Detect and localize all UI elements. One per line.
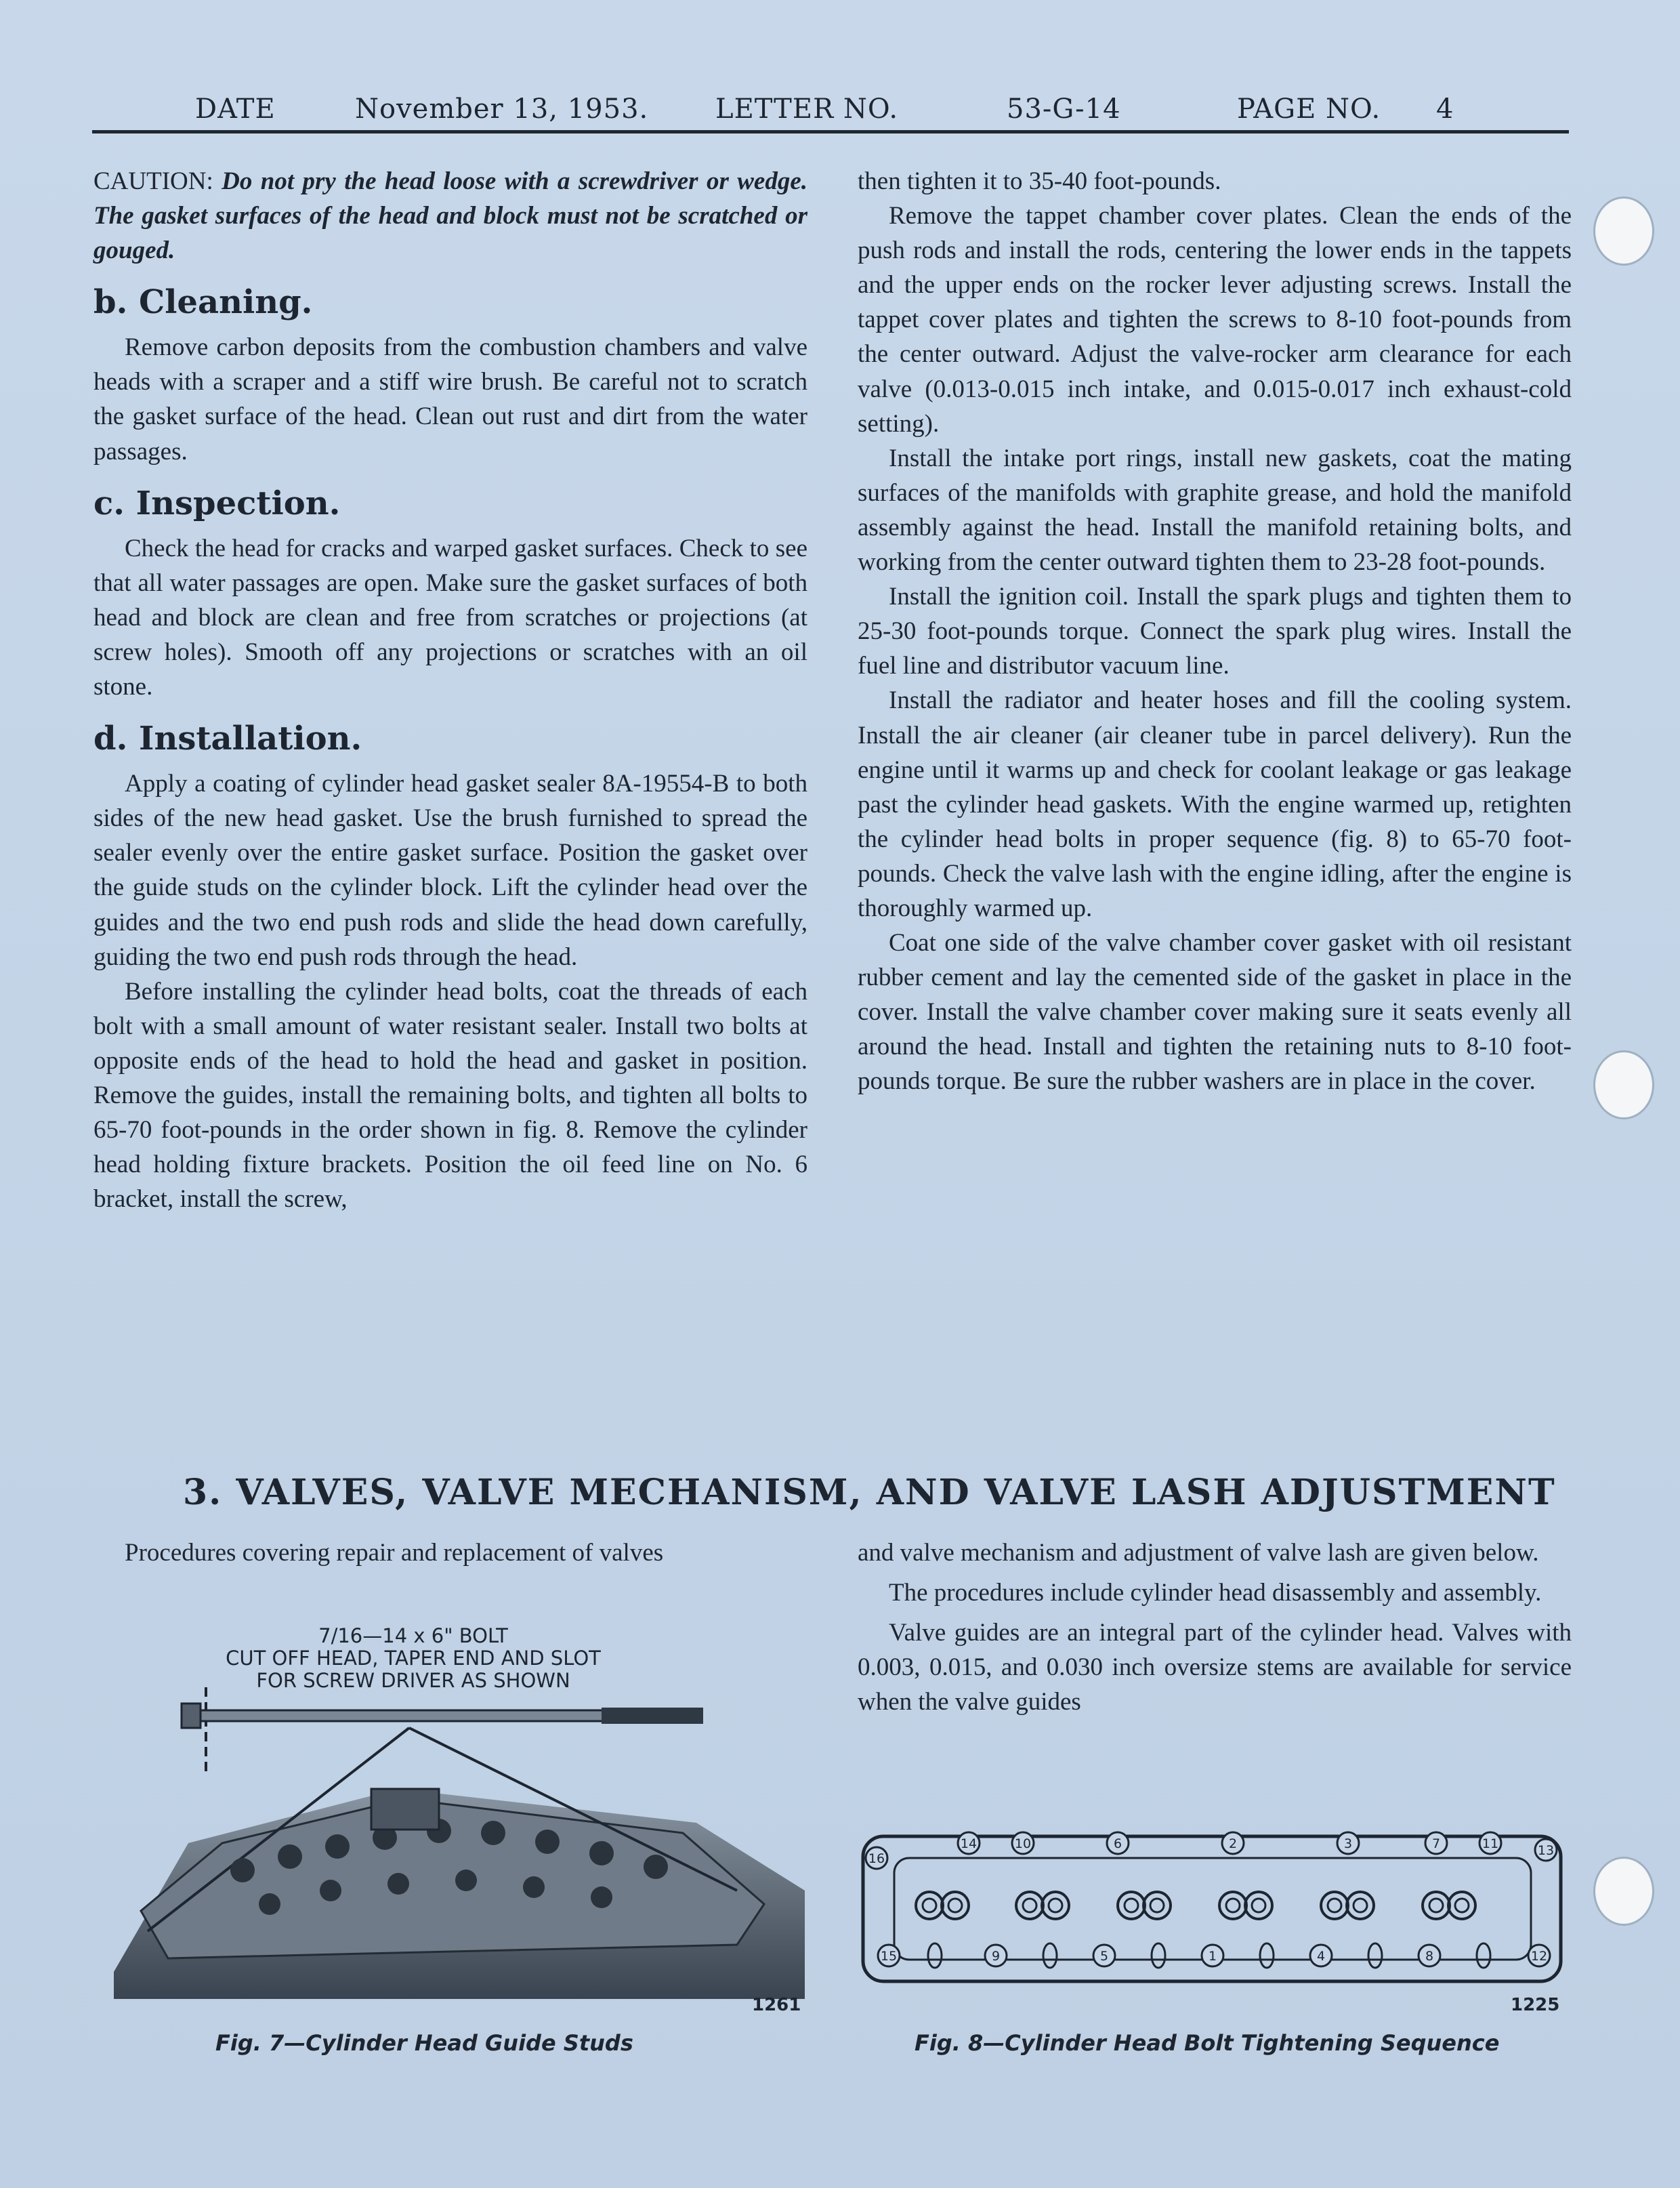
fig8-bottom-bolt bbox=[1419, 1945, 1440, 1966]
fig8-bolt-number: 12 bbox=[1530, 1949, 1548, 1964]
section-3-left-paragraph: Procedures covering repair and replacement of valves bbox=[125, 1539, 664, 1567]
fig8-bottom-bolt bbox=[985, 1945, 1007, 1966]
fig7-caption: Fig. 7—Cylinder Head Guide Studs bbox=[215, 2030, 633, 2056]
fig8-valve-port bbox=[1118, 1892, 1145, 1919]
fig8-bolt-number: 14 bbox=[960, 1836, 978, 1851]
cleaning-heading: b. Cleaning. bbox=[93, 283, 313, 322]
fig8-bolt-number: 2 bbox=[1228, 1836, 1238, 1851]
section-3-right-text bbox=[858, 1535, 1572, 1719]
fig7-bolt-label bbox=[203, 1625, 623, 1692]
fig8-pushrod-hole bbox=[1477, 1943, 1490, 1968]
fig8-valve-port bbox=[1245, 1892, 1272, 1919]
date-value: November 13, 1953. bbox=[355, 94, 649, 125]
letter-header bbox=[92, 94, 1569, 133]
fig8-right-top-bolt bbox=[1535, 1839, 1557, 1861]
fig7-bolt-thread bbox=[602, 1708, 703, 1724]
fig7-bolt-label-line-3: FOR SCREW DRIVER AS SHOWN bbox=[256, 1669, 570, 1692]
inspection-heading: c. Inspection. bbox=[93, 484, 341, 522]
fig8-pushrod-hole bbox=[1368, 1943, 1382, 1968]
fig8-top-bolt bbox=[958, 1832, 980, 1854]
fig8-valve-port bbox=[942, 1892, 969, 1919]
cleaning-text: Remove carbon deposits from the combustion chambers and valve heads with a scraper and a stiff wire brush. Be careful not to scratch the gasket surface of the head. Clean out rust and dirt from the water passages. bbox=[93, 333, 807, 466]
fig8-valve-port-inner bbox=[1353, 1899, 1367, 1912]
fig8-top-bolt bbox=[1479, 1832, 1501, 1854]
letter-value: 53-G-14 bbox=[1007, 94, 1121, 125]
fig8-bottom-bolt bbox=[1202, 1945, 1223, 1966]
fig8-valve-port-inner bbox=[1252, 1899, 1265, 1912]
header-rule bbox=[92, 130, 1569, 133]
fig8-left-bottom-bolt bbox=[878, 1945, 900, 1966]
inspection-text: Check the head for cracks and warped gasket surfaces. Check to see that all water passages are open. Make sure the gasket surfaces of both head and block are clean and free from scratches or projections (at screw holes). Smooth off any projections or scratches with an oil stone. bbox=[93, 534, 807, 701]
section-3-right-paragraph-1: and valve mechanism and adjustment of valve lash are given below. bbox=[858, 1539, 1539, 1567]
fig8-bolt-number: 10 bbox=[1014, 1836, 1032, 1851]
caution-paragraph bbox=[93, 164, 807, 268]
fig8-valve-port-inner bbox=[948, 1899, 962, 1912]
binder-hole-middle bbox=[1593, 1050, 1654, 1119]
fig8-valve-port-inner bbox=[1429, 1899, 1443, 1912]
fig8-right-bottom-bolt bbox=[1528, 1945, 1550, 1966]
right-paragraph-5: Install the radiator and heater hoses and fill the cooling system. Install the air cleaner (air cleaner tube in parcel delivery). Run the engine until it warms up and check for coolant leakage or gas leakage past the cylinder head gaskets. With the engine warmed up, retighten the cylinder head bolts in proper sequence (fig. 8) to 65-70 foot-pounds. Check the valve lash with the engine idling, after the engine is thoroughly warmed up. bbox=[858, 686, 1572, 922]
section-3-title: 3. VALVES, VALVE MECHANISM, AND VALVE LASH ADJUSTMENT bbox=[183, 1472, 1556, 1513]
fig8-top-bolt bbox=[1425, 1832, 1447, 1854]
caution-label: CAUTION: bbox=[93, 167, 213, 195]
fig8-number: 1225 bbox=[1511, 1995, 1560, 2015]
fig8-valve-port-inner bbox=[1455, 1899, 1469, 1912]
fig8-bolt-number: 6 bbox=[1113, 1836, 1122, 1851]
fig8-bottom-bolt bbox=[1310, 1945, 1332, 1966]
fig8-bolt-number: 8 bbox=[1425, 1949, 1434, 1964]
fig8-top-bolt bbox=[1107, 1832, 1129, 1854]
fig7-bolt-label-line-2: CUT OFF HEAD, TAPER END AND SLOT bbox=[226, 1647, 601, 1670]
fig8-left-top-bolt bbox=[866, 1847, 887, 1869]
fig8-top-bolt bbox=[1337, 1832, 1359, 1854]
fig8-valve-port bbox=[1042, 1892, 1069, 1919]
fig8-valve-port-inner bbox=[1125, 1899, 1138, 1912]
fig8-valve-port bbox=[1219, 1892, 1246, 1919]
page-label: PAGE NO. bbox=[1237, 94, 1381, 125]
fig7-cylinder-head-photo bbox=[87, 1687, 805, 1999]
fig8-valve-port-inner bbox=[1049, 1899, 1062, 1912]
fig8-bolt-number: 15 bbox=[880, 1949, 898, 1964]
fig8-valve-port bbox=[1016, 1892, 1043, 1919]
right-paragraph-6: Coat one side of the valve chamber cover gasket with oil resistant rubber cement and lay the cemented side of the gasket in place in the cover. Install the valve chamber cover making sure it seats evenly all around the head. Install and tighten the retaining nuts to 8-10 foot-pounds torque. Be sure the rubber washers are in place in the cover. bbox=[858, 929, 1572, 1096]
fig8-pushrod-hole bbox=[1260, 1943, 1274, 1968]
fig7-bolt-label-line-1: 7/16—14 x 6" BOLT bbox=[318, 1624, 508, 1647]
right-paragraph-1: then tighten it to 35-40 foot-pounds. bbox=[858, 167, 1221, 195]
fig8-bolt-number: 9 bbox=[991, 1949, 1001, 1964]
fig8-bolt-sequence-diagram bbox=[854, 1823, 1572, 1996]
right-paragraph-4: Install the ignition coil. Install the spark plugs and tighten them to 25-30 foot-pounds torque. Connect the spark plug wires. Install the fuel line and distributor vacuum line. bbox=[858, 583, 1572, 680]
fig8-bolt-number: 16 bbox=[868, 1851, 885, 1866]
fig8-pushrod-hole bbox=[1152, 1943, 1165, 1968]
fig8-valve-port bbox=[1423, 1892, 1450, 1919]
fig8-top-bolt bbox=[1222, 1832, 1244, 1854]
section-3-right-paragraph-3: Valve guides are an integral part of the cylinder head. Valves with 0.003, 0.015, and 0.030 inch oversize stems are available for service when the valve guides bbox=[858, 1619, 1572, 1716]
fig8-bolt-number: 4 bbox=[1316, 1949, 1326, 1964]
letter-label: LETTER NO. bbox=[715, 94, 899, 125]
fig8-valve-port bbox=[916, 1892, 943, 1919]
fig8-bolt-number: 1 bbox=[1208, 1949, 1217, 1964]
fig8-bottom-bolt bbox=[1093, 1945, 1115, 1966]
fig8-valve-port-inner bbox=[1226, 1899, 1240, 1912]
fig8-valve-port bbox=[1321, 1892, 1348, 1919]
right-column bbox=[858, 164, 1572, 1099]
section-3-right-paragraph-2: The procedures include cylinder head disassembly and assembly. bbox=[889, 1579, 1542, 1607]
fig8-valve-port bbox=[1347, 1892, 1374, 1919]
right-paragraph-3: Install the intake port rings, install new gaskets, coat the mating surfaces of the manifolds with graphite grease, and hold the manifold assembly against the head. Install the manifold retaining bolts, and working from the center outward tighten them to 23-28 foot-pounds. bbox=[858, 444, 1572, 577]
caution-text: Do not pry the head loose with a screwdriver or wedge. The gasket surfaces of the head and block must not be scratched or gouged. bbox=[93, 167, 808, 265]
fig8-valve-port-inner bbox=[923, 1899, 936, 1912]
date-label: DATE bbox=[195, 94, 276, 125]
fig8-valve-port-inner bbox=[1023, 1899, 1036, 1912]
installation-paragraph-2: Before installing the cylinder head bolts, coat the threads of each bolt with a small amount of water resistant sealer. Install two bolts at opposite ends of the head to hold the head and gasket in position. Remove the guides, install the remaining bolts, and tighten all bolts to 65-70 foot-pounds in the order shown in fig. 8. Remove the cylinder head holding fixture brackets. Position the oil feed line on No. 6 bracket, install the screw, bbox=[93, 977, 807, 1214]
binder-hole-bottom bbox=[1593, 1857, 1654, 1926]
fig8-valve-port-inner bbox=[1150, 1899, 1164, 1912]
page-value: 4 bbox=[1436, 94, 1454, 125]
fig8-bolt-number: 11 bbox=[1482, 1836, 1499, 1851]
installation-paragraph-1: Apply a coating of cylinder head gasket sealer 8A-19554-B to both sides of the new head gasket. Use the brush furnished to spread the sealer evenly over the entire gasket surface. Position the gasket over the guide studs on the cylinder block. Lift the cylinder head over the guides and the two end push rods and slide the head down carefully, guiding the two end push rods through the head. bbox=[93, 770, 807, 971]
fig8-bolt-number: 13 bbox=[1537, 1843, 1555, 1858]
fig7-rocker-bracket bbox=[371, 1789, 439, 1830]
fig8-bolt-number: 3 bbox=[1343, 1836, 1353, 1851]
fig8-bolt-number: 7 bbox=[1431, 1836, 1441, 1851]
fig8-valve-port bbox=[1143, 1892, 1171, 1919]
fig8-valve-port-inner bbox=[1328, 1899, 1341, 1912]
right-paragraph-2: Remove the tappet chamber cover plates. Clean the ends of the push rods and install the rods, centering the lower ends in the tappets and the upper ends on the rocker lever adjusting screws. Install the tappet cover plates and tighten the screws to 8-10 foot-pounds from the center outward. Adjust the valve-rocker arm clearance for each valve (0.013-0.015 inch intake, and 0.015-0.017 inch exhaust-cold setting). bbox=[858, 202, 1572, 438]
fig8-pushrod-hole bbox=[1043, 1943, 1057, 1968]
fig8-bolt-markers bbox=[866, 1832, 1557, 1968]
fig8-bolt-number: 5 bbox=[1099, 1949, 1109, 1964]
fig8-top-bolt bbox=[1012, 1832, 1034, 1854]
section-3-left-text bbox=[93, 1535, 807, 1570]
fig8-caption: Fig. 8—Cylinder Head Bolt Tightening Sequence bbox=[915, 2030, 1500, 2056]
fig7-bolt-head bbox=[182, 1704, 201, 1728]
fig8-valve-ports bbox=[916, 1892, 1475, 1919]
left-column bbox=[93, 164, 807, 1216]
fig8-valve-port bbox=[1448, 1892, 1475, 1919]
fig7-number: 1261 bbox=[752, 1995, 801, 2015]
binder-hole-top bbox=[1593, 197, 1654, 266]
installation-heading: d. Installation. bbox=[93, 720, 362, 758]
fig8-pushrod-hole bbox=[928, 1943, 942, 1968]
